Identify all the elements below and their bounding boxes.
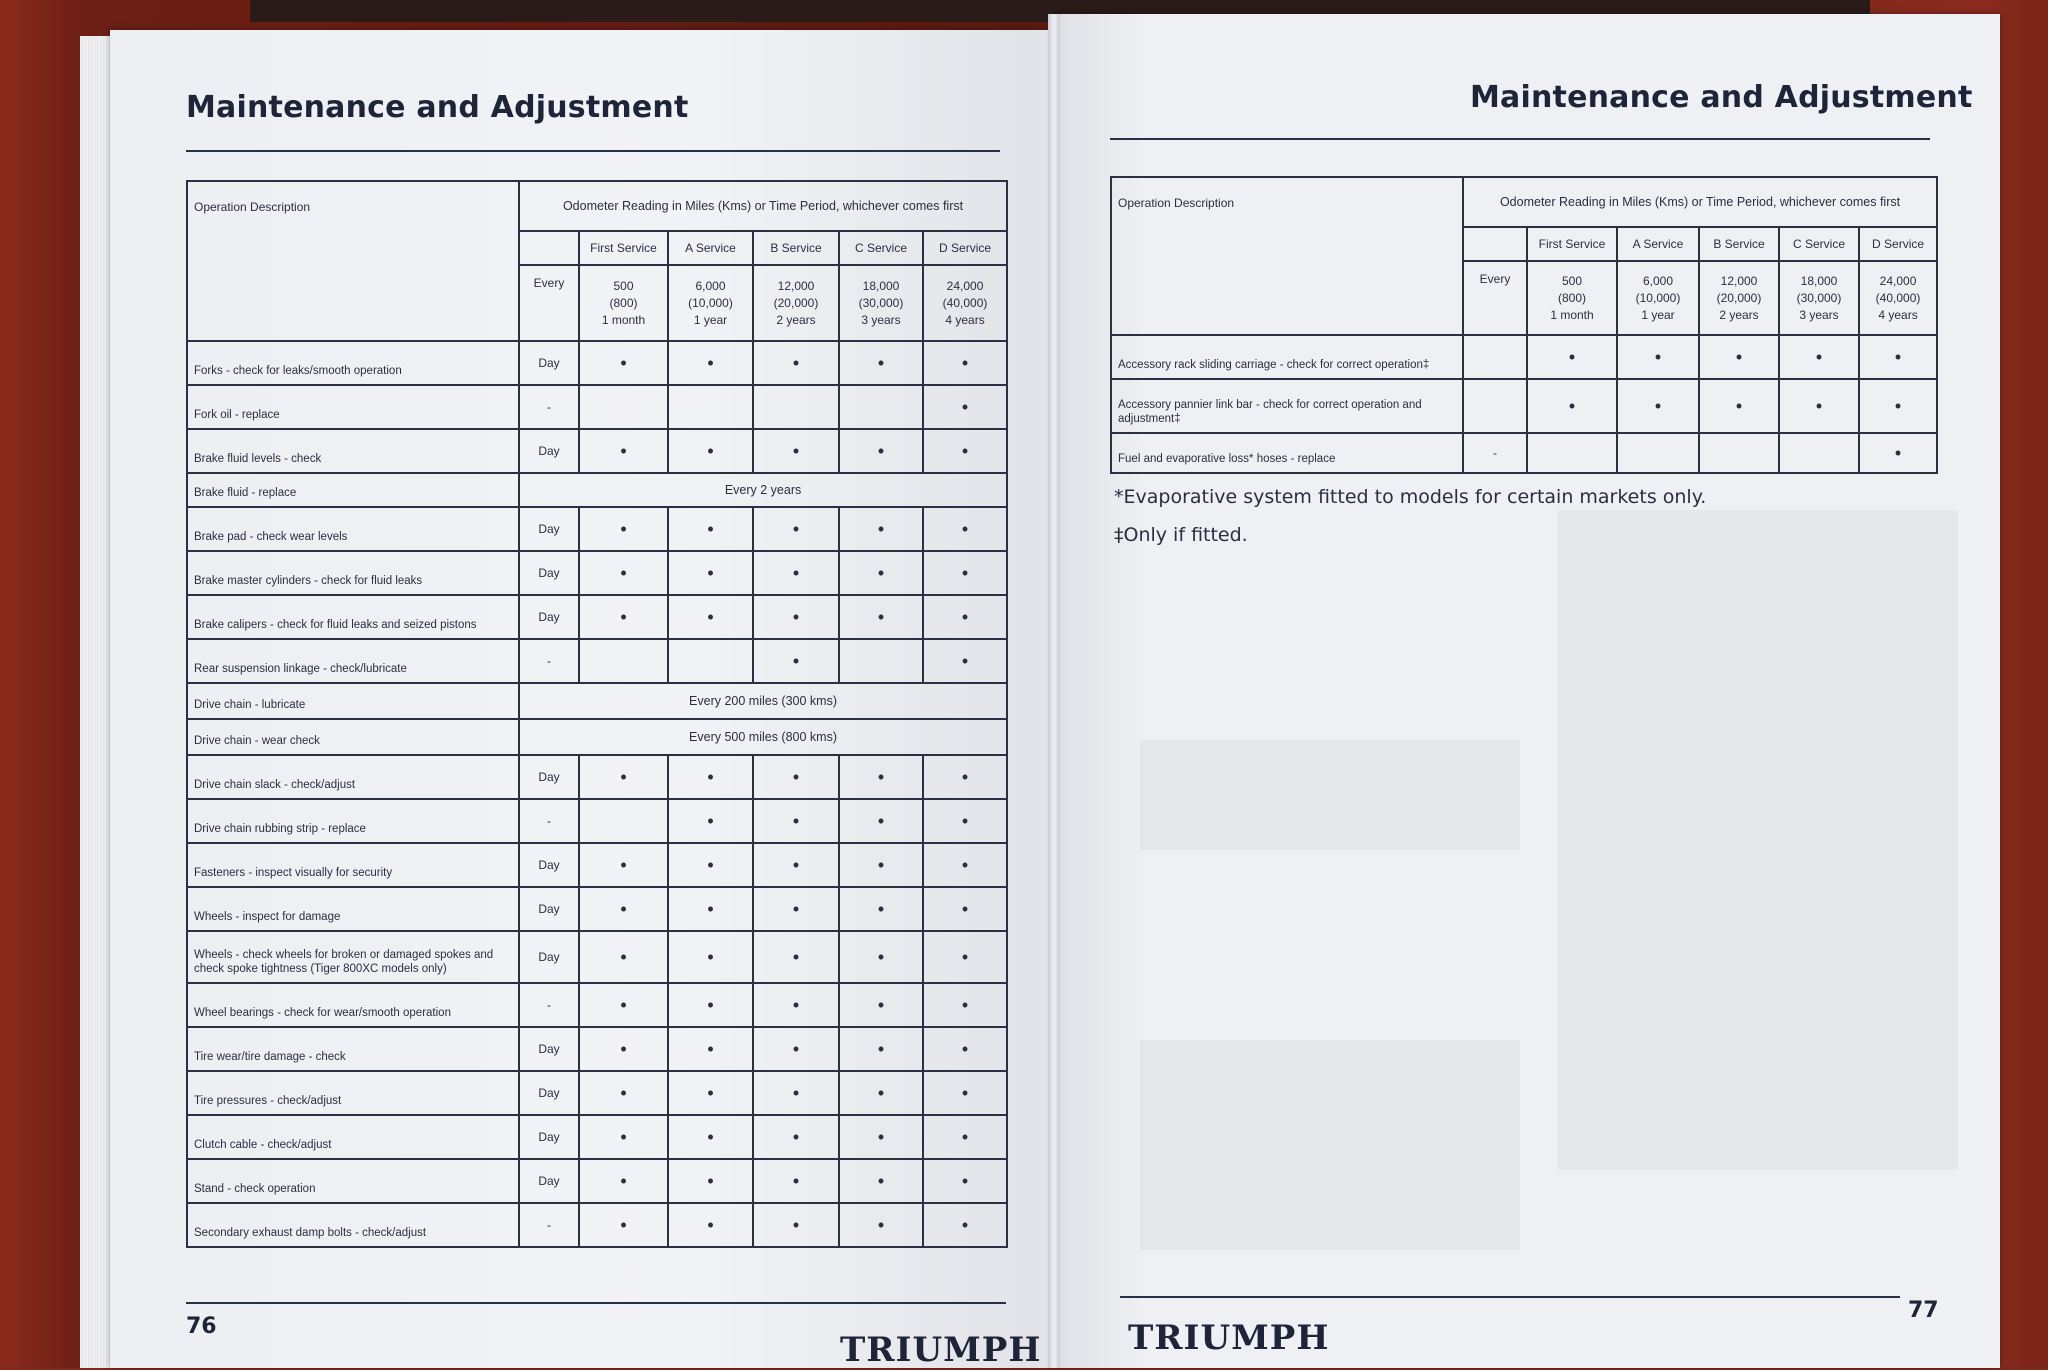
every-frequency: Day: [519, 1071, 579, 1115]
service-required-dot: •: [839, 887, 923, 931]
service-required-dot: •: [923, 1159, 1007, 1203]
service-required-dot: •: [668, 1071, 753, 1115]
service-header: B Service: [1699, 227, 1779, 261]
interval-kms: (10,000): [688, 295, 733, 310]
service-required-dot: •: [839, 551, 923, 595]
service-required-dot: •: [1699, 379, 1779, 433]
table-row: [187, 595, 1007, 639]
page-number-left: 76: [186, 1314, 217, 1339]
service-required-dot: •: [923, 639, 1007, 683]
service-required-dot: •: [668, 799, 753, 843]
table-row: [1111, 379, 1937, 433]
every-frequency: [1463, 379, 1527, 433]
service-required-dot: •: [839, 1115, 923, 1159]
empty-cell: [1699, 433, 1779, 473]
service-header: C Service: [1779, 227, 1859, 261]
service-required-dot: •: [923, 983, 1007, 1027]
table-row: [187, 473, 1007, 507]
interval-kms: (10,000): [1635, 290, 1681, 305]
every-frequency: Day: [519, 1115, 579, 1159]
every-frequency: [1463, 335, 1527, 379]
service-header: A Service: [1617, 227, 1699, 261]
service-required-dot: •: [1859, 433, 1937, 473]
table-row: [187, 639, 1007, 683]
operation-description: Drive chain rubbing strip - replace: [187, 799, 519, 843]
odometer-header: Odometer Reading in Miles (Kms) or Time Period, whichever comes first: [1463, 177, 1937, 227]
service-header: First Service: [579, 231, 668, 265]
maintenance-schedule-table-right: [1110, 176, 1938, 474]
service-required-dot: •: [579, 1159, 668, 1203]
interval-kms: (30,000): [858, 295, 904, 310]
empty-cell: [668, 385, 753, 429]
every-label: Every: [519, 265, 579, 341]
every-frequency: Day: [519, 507, 579, 551]
operation-description: Tire wear/tire damage - check: [187, 1027, 519, 1071]
service-required-dot: •: [839, 755, 923, 799]
every-frequency: Day: [519, 341, 579, 385]
operation-description: Brake calipers - check for fluid leaks and seized pistons: [187, 595, 519, 639]
service-required-dot: •: [668, 551, 753, 595]
service-required-dot: •: [753, 507, 839, 551]
service-required-dot: •: [923, 385, 1007, 429]
service-required-dot: •: [668, 843, 753, 887]
service-required-dot: •: [1527, 379, 1617, 433]
service-interval: [1699, 261, 1779, 335]
operation-description: Wheels - check wheels for broken or damaged spokes and check spoke tightness (Tiger 800XC models only): [187, 931, 519, 983]
every-frequency: -: [519, 639, 579, 683]
service-required-dot: •: [668, 887, 753, 931]
table-row: [187, 843, 1007, 887]
service-required-dot: •: [1617, 335, 1699, 379]
service-required-dot: •: [1699, 335, 1779, 379]
interval-kms: (30,000): [1796, 290, 1842, 305]
service-required-dot: •: [668, 1115, 753, 1159]
service-interval: [1527, 261, 1617, 335]
operation-description: Stand - check operation: [187, 1159, 519, 1203]
service-required-dot: •: [923, 1071, 1007, 1115]
service-required-dot: •: [753, 551, 839, 595]
page-title-right: Maintenance and Adjustment: [1470, 80, 1973, 115]
interval-span: Every 500 miles (800 kms): [519, 719, 1007, 755]
service-interval: [1859, 261, 1937, 335]
service-required-dot: •: [668, 1203, 753, 1247]
table-row: [187, 1115, 1007, 1159]
service-required-dot: •: [923, 551, 1007, 595]
operation-description: Brake master cylinders - check for fluid leaks: [187, 551, 519, 595]
table-row: [187, 755, 1007, 799]
footer-rule-left: [186, 1302, 1006, 1304]
every-label: Every: [1463, 261, 1527, 335]
service-interval: [753, 265, 839, 341]
service-required-dot: •: [579, 341, 668, 385]
service-required-dot: •: [1617, 379, 1699, 433]
odometer-header: Odometer Reading in Miles (Kms) or Time Period, whichever comes first: [519, 181, 1007, 231]
interval-time: 2 years: [1719, 307, 1759, 322]
operation-description: Forks - check for leaks/smooth operation: [187, 341, 519, 385]
operation-description: Fuel and evaporative loss* hoses - replace: [1111, 433, 1463, 473]
every-frequency: -: [519, 385, 579, 429]
table-row: [187, 1027, 1007, 1071]
service-header: A Service: [668, 231, 753, 265]
service-required-dot: •: [1779, 335, 1859, 379]
service-required-dot: •: [923, 1115, 1007, 1159]
empty-cell: [839, 639, 923, 683]
service-required-dot: •: [753, 755, 839, 799]
service-required-dot: •: [579, 551, 668, 595]
title-rule-right: [1110, 138, 1930, 140]
interval-kms: (20,000): [773, 295, 819, 310]
book-gutter: [1048, 14, 1060, 1368]
service-required-dot: •: [923, 341, 1007, 385]
empty-cell: [1527, 433, 1617, 473]
service-required-dot: •: [839, 1071, 923, 1115]
service-required-dot: •: [668, 595, 753, 639]
interval-time: 3 years: [861, 312, 901, 327]
service-required-dot: •: [923, 507, 1007, 551]
operation-description: Accessory pannier link bar - check for correct operation and adjustment‡: [1111, 379, 1463, 433]
operation-description: Brake fluid levels - check: [187, 429, 519, 473]
every-frequency: Day: [519, 551, 579, 595]
operation-description: Brake pad - check wear levels: [187, 507, 519, 551]
service-required-dot: •: [579, 429, 668, 473]
operation-description: Brake fluid - replace: [187, 473, 519, 507]
service-required-dot: •: [839, 799, 923, 843]
operation-description: Drive chain slack - check/adjust: [187, 755, 519, 799]
every-frequency: Day: [519, 429, 579, 473]
every-header-blank: [519, 231, 579, 265]
footnote-evaporative: *Evaporative system fitted to models for certain markets only.: [1114, 486, 1707, 508]
service-required-dot: •: [839, 507, 923, 551]
interval-time: 2 years: [776, 312, 816, 327]
service-required-dot: •: [579, 595, 668, 639]
service-required-dot: •: [579, 1071, 668, 1115]
service-required-dot: •: [1779, 379, 1859, 433]
service-required-dot: •: [579, 887, 668, 931]
table-row: [187, 931, 1007, 983]
operation-description: Secondary exhaust damp bolts - check/adjust: [187, 1203, 519, 1247]
interval-miles: 500: [1561, 273, 1583, 288]
every-frequency: Day: [519, 1159, 579, 1203]
page-number-right: 77: [1908, 1298, 1939, 1323]
empty-cell: [579, 639, 668, 683]
every-frequency: -: [1463, 433, 1527, 473]
service-required-dot: •: [753, 799, 839, 843]
service-required-dot: •: [753, 1203, 839, 1247]
service-required-dot: •: [579, 1115, 668, 1159]
service-required-dot: •: [839, 1203, 923, 1247]
service-header: B Service: [753, 231, 839, 265]
service-required-dot: •: [668, 755, 753, 799]
service-required-dot: •: [1859, 379, 1937, 433]
every-frequency: Day: [519, 755, 579, 799]
interval-time: 1 year: [1641, 307, 1675, 322]
every-frequency: Day: [519, 1027, 579, 1071]
every-header-blank: [1463, 227, 1527, 261]
service-required-dot: •: [753, 341, 839, 385]
triumph-logo-right: TRIUMPH: [1128, 1318, 1330, 1358]
triumph-logo-left: TRIUMPH: [840, 1330, 1042, 1370]
service-required-dot: •: [668, 983, 753, 1027]
table-row: [187, 1203, 1007, 1247]
service-required-dot: •: [753, 983, 839, 1027]
interval-miles: 24,000: [946, 278, 984, 293]
service-required-dot: •: [839, 595, 923, 639]
interval-time: 4 years: [1878, 307, 1918, 322]
table-row: [187, 1071, 1007, 1115]
interval-time: 3 years: [1799, 307, 1839, 322]
table-row: [187, 341, 1007, 385]
operation-description: Fork oil - replace: [187, 385, 519, 429]
interval-time: 1 month: [601, 312, 646, 327]
table-row: [187, 1159, 1007, 1203]
empty-cell: [579, 799, 668, 843]
service-required-dot: •: [753, 1159, 839, 1203]
table-row: [1111, 335, 1937, 379]
every-frequency: -: [519, 1203, 579, 1247]
service-required-dot: •: [579, 843, 668, 887]
service-required-dot: •: [668, 1027, 753, 1071]
service-required-dot: •: [753, 1027, 839, 1071]
operation-description-header: Operation Description: [1111, 177, 1463, 335]
service-required-dot: •: [923, 1203, 1007, 1247]
service-header: D Service: [1859, 227, 1937, 261]
service-header: First Service: [1527, 227, 1617, 261]
footnote-only-if-fitted: ‡Only if fitted.: [1114, 524, 1248, 546]
service-required-dot: •: [579, 507, 668, 551]
service-required-dot: •: [668, 931, 753, 983]
service-required-dot: •: [923, 429, 1007, 473]
service-required-dot: •: [579, 931, 668, 983]
service-required-dot: •: [753, 639, 839, 683]
operation-description: Clutch cable - check/adjust: [187, 1115, 519, 1159]
footer-rule-right: [1120, 1296, 1900, 1298]
service-required-dot: •: [839, 983, 923, 1027]
table-row: [187, 507, 1007, 551]
empty-cell: [1779, 433, 1859, 473]
bleed-through-block: [1140, 740, 1520, 850]
service-required-dot: •: [923, 1027, 1007, 1071]
every-frequency: Day: [519, 843, 579, 887]
interval-miles: 18,000: [1800, 273, 1838, 288]
service-required-dot: •: [923, 843, 1007, 887]
table-row: [187, 887, 1007, 931]
interval-time: 1 month: [1550, 307, 1594, 322]
service-interval: [668, 265, 753, 341]
service-required-dot: •: [668, 341, 753, 385]
interval-miles: 6,000: [695, 278, 726, 293]
service-header: D Service: [923, 231, 1007, 265]
interval-kms: (40,000): [942, 295, 988, 310]
service-interval: [923, 265, 1007, 341]
service-required-dot: •: [923, 595, 1007, 639]
table-row: [187, 983, 1007, 1027]
service-required-dot: •: [753, 931, 839, 983]
every-frequency: Day: [519, 595, 579, 639]
service-required-dot: •: [1859, 335, 1937, 379]
table-row: [187, 385, 1007, 429]
service-required-dot: •: [579, 983, 668, 1027]
operation-description: Wheel bearings - check for wear/smooth operation: [187, 983, 519, 1027]
operation-description: Drive chain - lubricate: [187, 683, 519, 719]
every-frequency: -: [519, 983, 579, 1027]
service-interval: [1617, 261, 1699, 335]
every-frequency: Day: [519, 887, 579, 931]
service-required-dot: •: [923, 755, 1007, 799]
interval-kms: (800): [1557, 290, 1586, 305]
interval-kms: (40,000): [1875, 290, 1921, 305]
interval-miles: 12,000: [777, 278, 815, 293]
interval-time: 1 year: [693, 312, 728, 327]
interval-miles: 500: [613, 278, 634, 293]
page-title-left: Maintenance and Adjustment: [186, 90, 689, 125]
operation-description: Fasteners - inspect visually for security: [187, 843, 519, 887]
interval-time: 4 years: [945, 312, 985, 327]
service-required-dot: •: [579, 1203, 668, 1247]
service-interval: [579, 265, 668, 341]
empty-cell: [579, 385, 668, 429]
service-required-dot: •: [753, 595, 839, 639]
service-required-dot: •: [839, 341, 923, 385]
interval-miles: 18,000: [862, 278, 900, 293]
bleed-through-block: [1558, 510, 1958, 1170]
table-row: [187, 719, 1007, 755]
service-required-dot: •: [923, 799, 1007, 843]
interval-span: Every 2 years: [519, 473, 1007, 507]
interval-kms: (20,000): [1716, 290, 1762, 305]
service-required-dot: •: [839, 843, 923, 887]
interval-kms: (800): [609, 295, 638, 310]
every-frequency: Day: [519, 931, 579, 983]
interval-miles: 12,000: [1720, 273, 1758, 288]
maintenance-schedule-table-left: [186, 180, 1008, 1248]
operation-description: Drive chain - wear check: [187, 719, 519, 755]
service-interval: [1779, 261, 1859, 335]
service-required-dot: •: [753, 887, 839, 931]
title-rule-left: [186, 150, 1000, 152]
service-required-dot: •: [753, 1115, 839, 1159]
bleed-through-block: [1140, 1040, 1520, 1250]
service-required-dot: •: [923, 931, 1007, 983]
service-required-dot: •: [839, 1159, 923, 1203]
operation-description-header: Operation Description: [187, 181, 519, 341]
empty-cell: [668, 639, 753, 683]
service-required-dot: •: [668, 507, 753, 551]
service-required-dot: •: [839, 931, 923, 983]
service-required-dot: •: [668, 429, 753, 473]
service-required-dot: •: [839, 429, 923, 473]
service-required-dot: •: [839, 1027, 923, 1071]
empty-cell: [1617, 433, 1699, 473]
table-row: [187, 551, 1007, 595]
service-required-dot: •: [579, 1027, 668, 1071]
table-row: [1111, 433, 1937, 473]
operation-description: Rear suspension linkage - check/lubricate: [187, 639, 519, 683]
service-interval: [839, 265, 923, 341]
table-row: [187, 683, 1007, 719]
operation-description: Accessory rack sliding carriage - check for correct operation‡: [1111, 335, 1463, 379]
table-row: [187, 429, 1007, 473]
service-required-dot: •: [753, 843, 839, 887]
operation-description: Tire pressures - check/adjust: [187, 1071, 519, 1115]
interval-span: Every 200 miles (300 kms): [519, 683, 1007, 719]
empty-cell: [839, 385, 923, 429]
service-required-dot: •: [753, 1071, 839, 1115]
service-required-dot: •: [668, 1159, 753, 1203]
empty-cell: [753, 385, 839, 429]
service-required-dot: •: [753, 429, 839, 473]
table-row: [187, 799, 1007, 843]
interval-miles: 24,000: [1879, 273, 1917, 288]
every-frequency: -: [519, 799, 579, 843]
service-required-dot: •: [923, 887, 1007, 931]
interval-miles: 6,000: [1642, 273, 1674, 288]
service-header: C Service: [839, 231, 923, 265]
operation-description: Wheels - inspect for damage: [187, 887, 519, 931]
service-required-dot: •: [1527, 335, 1617, 379]
service-required-dot: •: [579, 755, 668, 799]
